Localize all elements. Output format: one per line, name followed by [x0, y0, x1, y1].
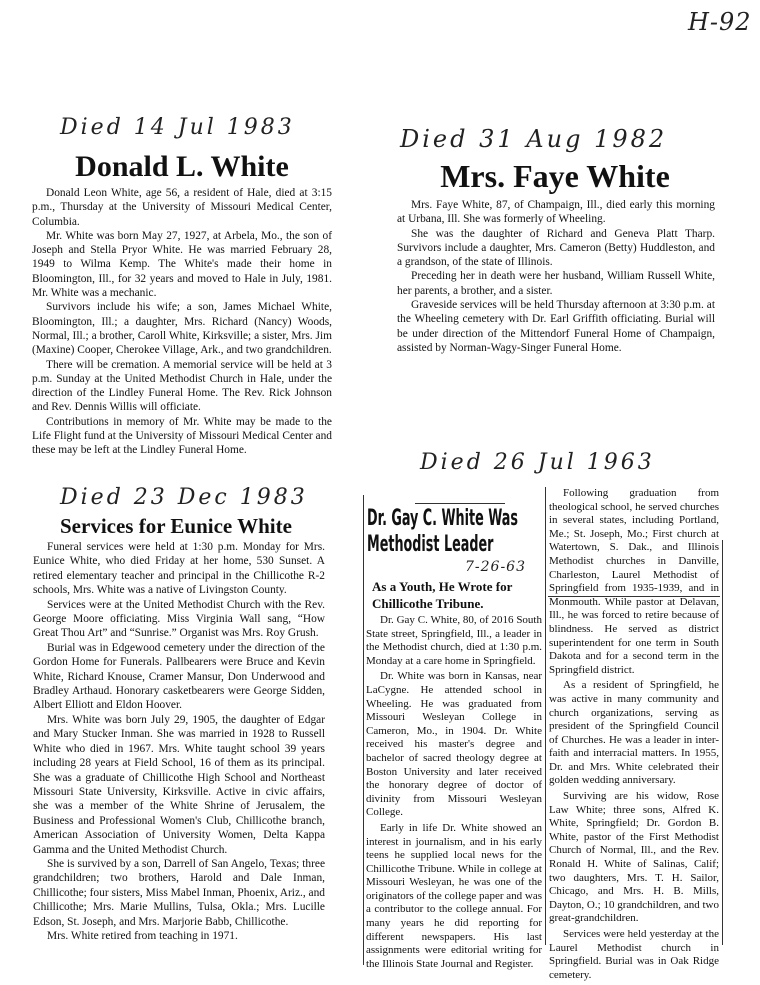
headline: Mrs. Faye White: [440, 158, 670, 194]
paragraph: Funeral services were held at 1:30 p.m. Monday for Mrs. Eunice White, who died Friday at her home, 530 Sunset. A retired elementary teacher and principal in the Chillicothe R-2 schools, Mrs. White was a native of Livingston County.: [33, 541, 325, 597]
column-rule: [363, 495, 364, 965]
paragraph: Services were held yesterday at the Laurel Methodist church in Springfield. Burial was in Oak Ridge cemetery.: [549, 928, 719, 981]
paragraph: She was the daughter of Richard and Geneva Platt Tharp. Survivors include a daughter, Mrs. Cameron (Betty) Huddleston, and a grandson, of the state of Illinois.: [397, 227, 715, 269]
paragraph: As a resident of Springfield, he was active in many community and church organizations, serving as president of the Springfield Council of Churches. He was a leader in inter-faith and interracial matters. In 1955, Dr. and Mrs. White celebrated their golden wedding anniversary.: [549, 679, 719, 787]
headline: Donald L. White: [75, 150, 289, 183]
paragraph: There will be cremation. A memorial service will be held at 3 p.m. Sunday at the United Methodist Church in Hale, under the direction of the Lindley Funeral Home. The Rev. Rick Johnson and Rev. Dennis Willis will officiate.: [32, 358, 332, 414]
subhead-line: Chillicothe Tribune.: [372, 596, 484, 611]
handwritten-date: Died 26 Jul 1963: [420, 450, 655, 475]
article-body: [33, 540, 325, 943]
headline: Services for Eunice White: [60, 514, 292, 538]
paragraph: Donald Leon White, age 56, a resident of Hale, died at 3:15 p.m., Thursday at the University of Missouri Medical Center, Columbia.: [32, 187, 332, 228]
paragraph: Survivors include his wife; a son, James Michael White, Bloomington, Ill.; a daughter, Mrs. Richard (Nancy) Woods, Normal, Ill.; a brother, Caroll White, Kirksville; a sister, Mrs. Jim (Maxine) Cooper, Cherokee Village, Ark., and two grandchildren.: [32, 301, 332, 357]
paragraph: Surviving are his widow, Rose Law White; three sons, Alfred K. White, Springfield; Dr. Gordon B. White, pastor of the First Methodist Church of Normal, Ill., and the Rev. Ronald H. White of Salinas, Calif; two daughters, Mrs. T. H. Sailor, Chicago, and Mrs. H. B. Mills, Dayton, O.; 10 grandchildren, and two great-grandchildren.: [549, 790, 719, 925]
headline: [367, 506, 518, 558]
paragraph: Mr. White was born May 27, 1927, at Arbela, Mo., the son of Joseph and Stella Pryor White. He was married February 28, 1949 to Wilma Kemp. The White's made their home in Bloomington, Ill., for 32 years and moved to Hale in July, 1981. Mr. White was a mechanic.: [32, 229, 332, 300]
article-body: [32, 186, 332, 458]
headline-line: Dr. Gay C. White Was: [367, 506, 519, 531]
paragraph: Contributions in memory of Mr. White may be made to the Life Flight fund at the University of Missouri Medical Center and these may be left at the Lindley Funeral Home.: [32, 415, 332, 457]
page-number-handwritten: H-92: [688, 8, 752, 36]
column-rule: [545, 487, 546, 945]
paragraph: Graveside services will be held Thursday afternoon at 3:30 p.m. at the Wheeling cemetery with Dr. Earl Griffith officiating. Burial will be under direction of the Mittendorf Funeral Home of Champaign, assisted by Norman-Wagy-Singer Funeral Home.: [397, 299, 715, 354]
paragraph: Dr. White was born in Kansas, near LaCygne. He attended school in Wheeling. He was graduated from Missouri Wesleyan College in Cameron, Mo., in 1904. Dr. White received his master's degree and bachelor of sacred theology degree at Boston University and later received the honorary degree of doctor of divinity from Missouri Wesleyan College.: [366, 670, 542, 819]
paragraph: Burial was in Edgewood cemetery under the direction of the Gordon Home for Funerals. Pallbearers were Bruce and Kevin White, Richard Knouse, Cramer Mansur, Don Underwood and Bradley Arthaud. Honorary casketbearers were George Sidden, Albert Elliott and Eldon Hoover.: [33, 641, 325, 712]
paragraph: Dr. Gay C. White, 80, of 2016 South State street, Springfield, Ill., a leader in the Methodist church, died at 1:30 p.m. Monday at a care home in Springfield.: [366, 614, 542, 667]
paragraph: Mrs. Faye White, 87, of Champaign, Ill., died early this morning at Urbana, Ill. She was formerly of Wheeling.: [397, 199, 715, 226]
subhead-line: As a Youth, He Wrote for: [372, 579, 513, 594]
handwritten-date: Died 31 Aug 1982: [400, 125, 668, 153]
article-body: [397, 198, 715, 355]
paragraph: Following graduation from theological school, he served churches in several states, including Portland, Me.; St. Joseph, Mo.; First church at Watertown, S. Dak., and Illinois Methodist churches in Danville, Charleston, Laurel Methodist of Springfield from 1935-1939, and in Monmouth. While pastor at Delavan, Ill., he was forced to retire because of blindness. He served as district superintendent for one term in South Dakota and for a second term in the Springfield district.: [549, 487, 719, 676]
handwritten-date: Died 14 Jul 1983: [60, 115, 295, 140]
paragraph: Early in life Dr. White showed an interest in journalism, and in his early teens he supplied local news for the Chillicothe Tribune. While in college at Missouri Wesleyan, he was one of the originators of the college paper and was a contributor to the college annual. For many years he did reporting for different newspapers. His last assignments were editorial writing for the Illinois State Journal and Register.: [366, 821, 542, 970]
subhead: [372, 578, 512, 612]
paragraph: Mrs. White was born July 29, 1905, the daughter of Edgar and Mary Stucker Inman. She was married in 1928 to Russell White who died in 1967. Mrs. White taught school 39 years including 28 years at Field School, 16 of them as its principal. She was a graduate of Chillicothe High School and Northeast Missouri State University, Kirksville. Active in civic affairs, she was a member of the White Shrine of Jerusalem, the Business and Professional Women's Club, Chillicothe branch, American Association of University Women, Delta Kappa Gamma and the United Methodist Church.: [33, 713, 325, 856]
paragraph: She is survived by a son, Darrell of San Angelo, Texas; three grandchildren; two brothers, Harold and Dale Inman, Chillicothe; four sisters, Miss Mabel Inman, Phoenix, Ariz., and Chillicothe; Mrs. Marie Mullins, Tulsa, Okla.; Mrs. Lucille Edson, St. Joseph, and Mrs. Marjorie Babb, Chillicothe.: [33, 857, 326, 928]
paragraph: Mrs. White retired from teaching in 1971.: [47, 929, 238, 942]
paragraph: Preceding her in death were her husband, William Russell White, her parents, a brother, and a sister.: [397, 270, 715, 297]
handwritten-date: Died 23 Dec 1983: [60, 485, 308, 510]
handwritten-clip-date: 7-26-63: [465, 559, 526, 575]
column-rule: [722, 540, 723, 945]
column-rule: [415, 503, 505, 504]
article-body-col2: [549, 487, 719, 984]
paragraph: Services were at the United Methodist Church with the Rev. George Moore officiating. Miss Virginia Wall sang, “How Great Thou Art” and “Sunrise.” Organist was Mrs. Roy Grush.: [33, 598, 325, 640]
headline-line: Methodist Leader: [367, 532, 494, 557]
article-body-col1: [366, 614, 542, 973]
